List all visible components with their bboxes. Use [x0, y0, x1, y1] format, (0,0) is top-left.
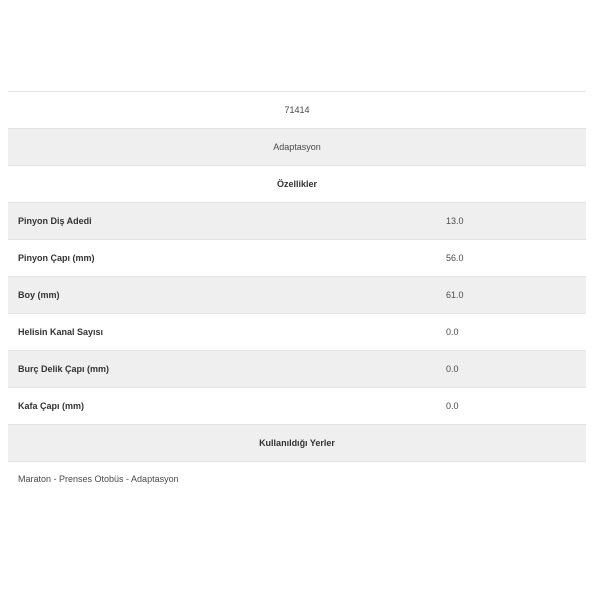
spec-row — [8, 388, 586, 425]
spec-label: Boy (mm) — [18, 290, 60, 300]
spec-row — [8, 351, 586, 388]
product-code-row — [8, 92, 586, 129]
spec-label: Kafa Çapı (mm) — [18, 401, 85, 411]
specs-title: Özellikler — [276, 179, 318, 189]
usage-row — [8, 462, 586, 496]
specs-header-row — [8, 166, 586, 203]
usage-title: Kullanıldığı Yerler — [259, 438, 335, 448]
spec-row — [8, 277, 586, 314]
spec-value: 0.0 — [446, 327, 459, 337]
spec-value: 0.0 — [446, 364, 459, 374]
product-code: 71414 — [284, 105, 310, 115]
spec-row — [8, 203, 586, 240]
spec-label: Helisin Kanal Sayısı — [18, 327, 104, 337]
spec-label: Pinyon Diş Adedi — [18, 216, 92, 226]
brand-row — [8, 129, 586, 166]
spec-row — [8, 314, 586, 351]
spec-value: 56.0 — [446, 253, 464, 263]
spec-label: Burç Delik Çapı (mm) — [18, 364, 110, 374]
brand-name: Adaptasyon — [273, 142, 321, 152]
spec-row — [8, 240, 586, 277]
usage-header-row — [8, 425, 586, 462]
spec-value: 0.0 — [446, 401, 459, 411]
spec-value: 61.0 — [446, 290, 464, 300]
spec-value: 13.0 — [446, 216, 464, 226]
spec-label: Pinyon Çapı (mm) — [18, 253, 95, 263]
usage-text: Maraton - Prenses Otobüs - Adaptasyon — [18, 474, 179, 484]
product-spec-table — [8, 91, 586, 496]
